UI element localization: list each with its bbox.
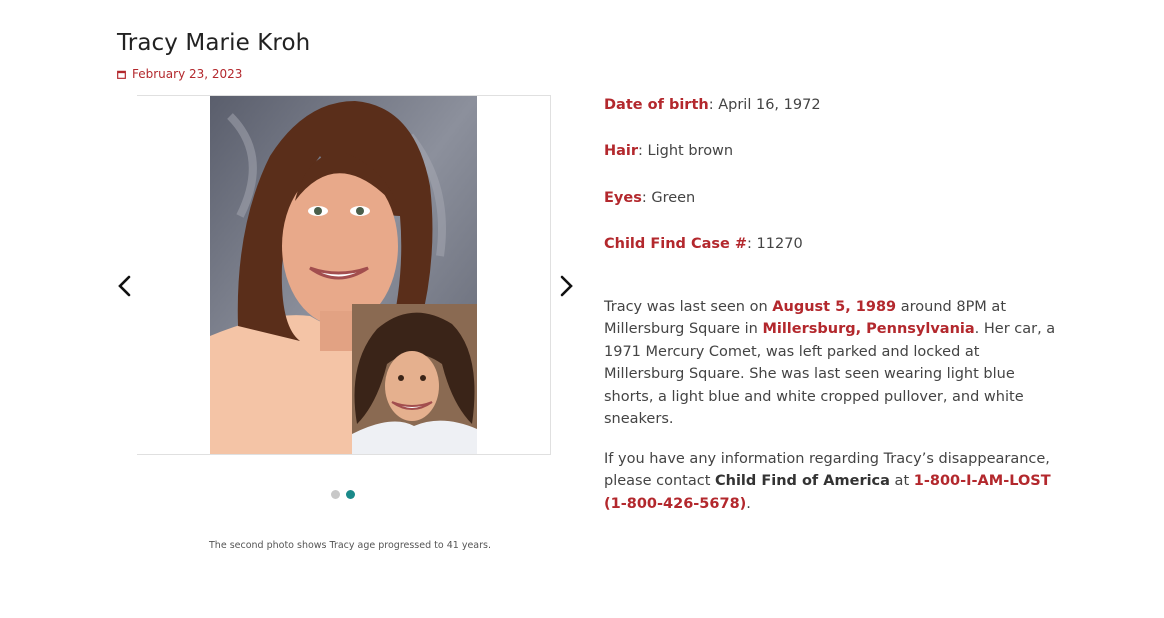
next-slide-arrow-icon[interactable] [555,273,577,299]
fact-hair: Hair: Light brown [604,143,734,159]
calendar-icon [117,70,126,79]
missing-date-link[interactable]: August 5, 1989 [772,299,897,315]
previous-slide-arrow-icon[interactable] [114,273,136,299]
post-date [117,67,242,81]
photo-caption: The second photo shows Tracy age progressed to 41 years. [209,540,491,551]
page-title: Tracy Marie Kroh [117,30,311,56]
location-link[interactable]: Millersburg, Pennsylvania [762,321,975,338]
phone-link[interactable]: 1-800-I-AM-LOST (1-800-426-5678) [604,473,1051,512]
fact-case-number: Child Find Case #: 11270 [604,236,803,252]
org-name: Child Find of America [715,473,890,490]
slider-dots [331,490,355,499]
slide-dot-2[interactable] [346,490,355,499]
fact-eyes: Eyes: Green [604,190,696,206]
contact-paragraph: If you have any information regarding Tracy’s disappearance, please contact Child Find of America at 1-800-I-AM-LOST (1-800-426-5678). [604,451,1051,512]
childhood-photo [352,304,477,454]
slide-dot-1[interactable] [331,490,340,499]
story-paragraph: Tracy was last seen on August 5, 1989 around 8PM at Millersburg Square in Millersburg, Pennsylvania. Her car, a 1971 Mercury Comet, was left parked and locked at Millersburg Square. She was last seen wearing light blue shorts, a light blue and white cropped pullover, and white sneakers. [604,299,1056,428]
photo-slider[interactable] [137,95,551,455]
fact-date-of-birth: Date of birth: April 16, 1972 [604,97,821,113]
post-date-text: February 23, 2023 [132,67,243,81]
